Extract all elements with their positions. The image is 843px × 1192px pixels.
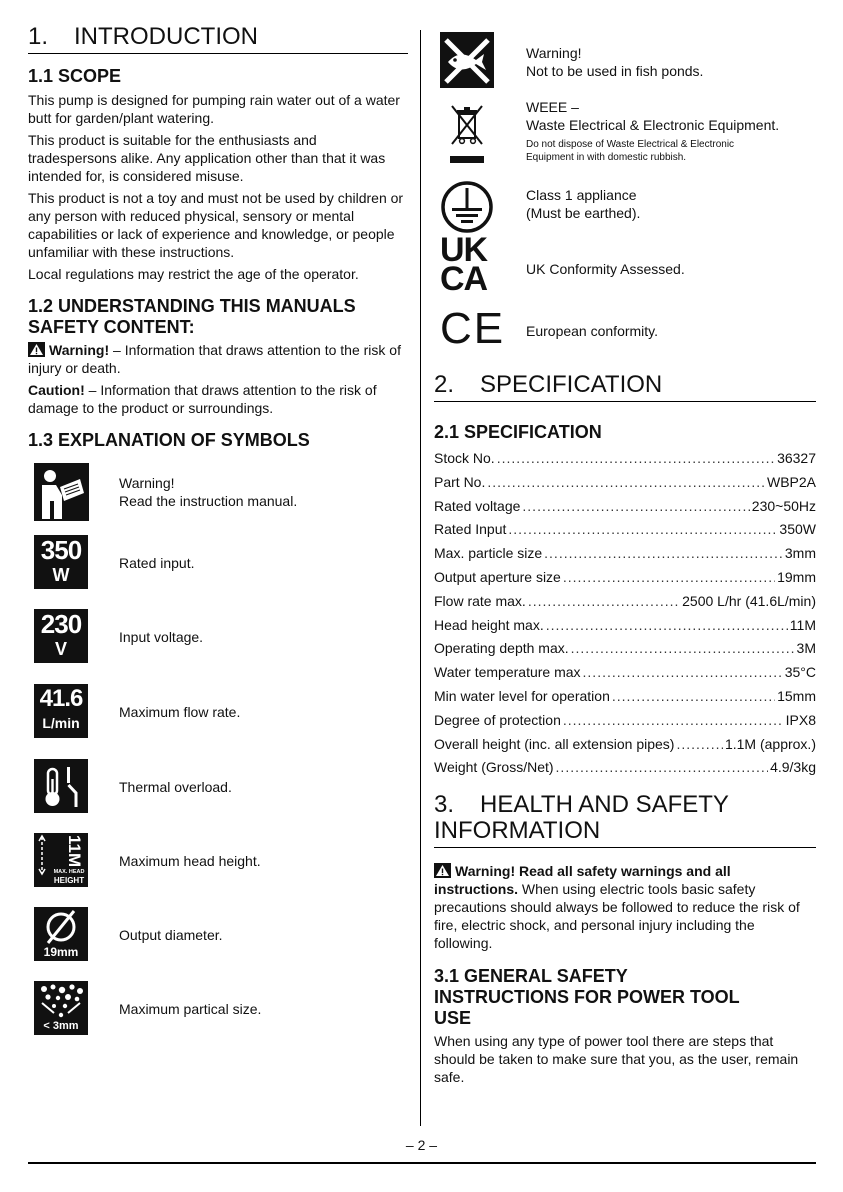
symbol-row — [28, 535, 408, 595]
spec-value: 35°C — [784, 664, 816, 681]
footer-rule — [28, 1162, 816, 1164]
scope-paragraph: This pump is designed for pumping rain water out of a water butt for garden/plant watering. — [28, 92, 400, 126]
scope-heading: 1.1 SCOPE — [28, 66, 122, 86]
spec-value: 4.9/3kg — [770, 759, 816, 776]
earth-class1-icon — [440, 180, 494, 234]
spec-value: 1.1M (approx.) — [724, 735, 816, 752]
warning-bold-text: Warning! Read all safety warnings and all instructions. — [434, 863, 731, 898]
icon-text: CA — [440, 260, 488, 298]
spec-row — [434, 495, 816, 519]
caution-text: – Information that draws attention to the risk of damage to the product or surroundings. — [28, 382, 377, 416]
weee-bin-icon — [440, 104, 494, 166]
spec-label: Max. particle size — [434, 545, 543, 562]
warning-text: When using electric tools basic safety precautions should always be followed to reduce the risk of fire, electric shock, and personal injury including the following. — [434, 881, 800, 952]
spec-value: 350W — [779, 521, 816, 538]
icon-text: L/min — [42, 715, 80, 731]
icon-text: 350 — [40, 535, 82, 565]
symbol-text: Read the instruction manual. — [119, 493, 298, 509]
symbol-description — [526, 44, 703, 80]
read-manual-icon — [34, 463, 89, 521]
symbol-description: Output diameter. — [119, 927, 223, 943]
symbol-row — [28, 609, 408, 669]
icon-text: < 3mm — [43, 1020, 79, 1032]
general-safety-paragraph: When using any type of power tool there are steps that should be taken to make sure that you, as the user, remain safe. — [434, 1033, 799, 1086]
spec-value: 11M — [789, 616, 816, 633]
section-title: INFORMATION — [434, 817, 601, 845]
symbol-row — [28, 463, 408, 523]
spec-label: Part No. — [434, 473, 486, 490]
spec-value: 36327 — [777, 450, 816, 466]
section-number: 1. — [28, 23, 49, 50]
section-title: SPECIFICATION — [480, 371, 663, 398]
icon-text: 19mm — [43, 945, 79, 959]
spec-label: Overall height (inc. all extension pipes) — [434, 735, 675, 752]
rated-input-icon — [34, 535, 88, 589]
scope-paragraph: This product is suitable for the enthusiasts and tradespersons alike. Any application other than that it was intended for, is considered misuse. — [28, 132, 386, 184]
spec-leader-dots — [571, 637, 795, 661]
scope-paragraph: Local regulations may restrict the age of the operator. — [28, 266, 359, 282]
symbol-note: Equipment in with domestic rubbish. — [526, 152, 687, 163]
thermal-overload-icon — [34, 759, 88, 813]
symbol-row — [28, 981, 408, 1041]
heading-line: SAFETY CONTENT: — [28, 317, 195, 337]
spec-value: 230~50Hz — [751, 497, 816, 514]
spec-label: Degree of protection — [434, 711, 561, 728]
spec-leader-dots — [563, 709, 784, 733]
page-number: – 2 – — [405, 1137, 438, 1153]
spec-label: Output aperture size — [434, 568, 561, 585]
spec-label: Flow rate max. — [434, 592, 526, 609]
section-title: INTRODUCTION — [74, 23, 258, 50]
symbol-description: Maximum head height. — [119, 853, 261, 869]
symbol-description: UK Conformity Assessed. — [526, 261, 685, 277]
warning-triangle-icon — [434, 863, 451, 878]
spec-row — [434, 590, 816, 614]
spec-row — [434, 756, 816, 780]
spec-leader-dots — [563, 566, 775, 590]
symbol-text: Warning! — [119, 475, 175, 491]
section-introduction-heading — [28, 24, 408, 54]
icon-text: UK — [440, 231, 488, 269]
symbol-text: Waste Electrical & Electronic Equipment. — [526, 117, 780, 133]
spec-leader-dots — [508, 518, 777, 542]
section-health-safety-heading — [434, 792, 816, 848]
symbols-list — [28, 463, 408, 1063]
symbol-text: Warning! — [526, 45, 582, 61]
spec-value: 19mm — [777, 568, 816, 585]
specification-subheading: 2.1 SPECIFICATION — [434, 422, 602, 442]
general-safety-heading — [434, 966, 816, 1029]
ukca-mark-icon — [440, 231, 494, 298]
spec-label: Weight (Gross/Net) — [434, 759, 554, 776]
safety-content-heading — [28, 296, 408, 338]
symbol-text: (Must be earthed). — [526, 205, 641, 221]
spec-value: 2500 L/hr (41.6L/min) — [682, 592, 816, 609]
symbol-text: Not to be used in fish ponds. — [526, 63, 704, 79]
symbol-description: Input voltage. — [119, 629, 204, 645]
spec-row — [434, 637, 816, 661]
spec-value: IPX8 — [785, 711, 816, 728]
warning-triangle-icon — [28, 342, 45, 357]
symbol-row — [28, 684, 408, 744]
spec-leader-dots — [487, 471, 765, 495]
section-number: 3. — [434, 791, 455, 819]
flow-rate-icon — [34, 684, 88, 738]
spec-value: 3mm — [784, 545, 816, 562]
spec-leader-dots — [612, 685, 775, 709]
spec-leader-dots — [528, 590, 680, 614]
spec-leader-dots — [583, 661, 783, 685]
caution-label: Caution! — [28, 382, 85, 398]
icon-caption — [50, 869, 88, 885]
section-title: HEALTH AND SAFETY — [480, 791, 729, 819]
symbol-text: WEEE – — [526, 99, 579, 115]
spec-leader-dots — [556, 756, 769, 780]
symbol-description — [119, 474, 297, 510]
spec-row — [434, 709, 816, 733]
section-specification-heading — [434, 372, 816, 402]
spec-leader-dots — [522, 495, 749, 519]
spec-row — [434, 471, 816, 495]
symbol-description: Rated input. — [119, 555, 195, 571]
symbol-description — [526, 98, 779, 164]
spec-label: Water temperature max — [434, 664, 581, 681]
left-column — [28, 24, 408, 1063]
spec-row — [434, 614, 816, 638]
spec-row — [434, 733, 816, 757]
spec-value: 3M — [796, 640, 816, 657]
warning-text: – Information that draws attention to the risk of injury or death. — [28, 342, 401, 376]
icon-text: HEIGHT — [53, 876, 85, 885]
warning-label: Warning! — [49, 342, 110, 358]
heading-line: USE — [434, 1008, 472, 1029]
spec-leader-dots — [497, 447, 775, 471]
icon-text: V — [54, 639, 67, 659]
spec-label: Stock No. — [434, 450, 495, 466]
spec-label: Operating depth max. — [434, 640, 569, 657]
heading-line: 3.1 GENERAL SAFETY — [434, 966, 628, 987]
spec-row — [434, 661, 816, 685]
symbol-text: Class 1 appliance — [526, 187, 637, 203]
symbol-description: Maximum partical size. — [119, 1001, 262, 1017]
spec-leader-dots — [676, 733, 722, 757]
spec-label: Rated Input — [434, 521, 507, 538]
symbol-description: European conformity. — [526, 323, 659, 339]
spec-row — [434, 685, 816, 709]
symbol-row — [28, 833, 408, 893]
symbol-row — [28, 759, 408, 819]
ce-mark-icon: CE — [440, 304, 506, 353]
icon-text: 41.6 — [39, 685, 83, 712]
health-warning-paragraph — [434, 862, 816, 952]
heading-line: 1.2 UNDERSTANDING THIS MANUALS — [28, 296, 356, 316]
scope-paragraph: This product is not a toy and must not be used by children or any person with reduced physical, sensory or mental capabilities or lack of experience and knowledge, or people unfamiliar with these instructions. — [28, 190, 404, 260]
spec-value: WBP2A — [766, 473, 816, 490]
heading-line: INSTRUCTIONS FOR POWER TOOL — [434, 987, 740, 1008]
symbol-row — [28, 907, 408, 967]
spec-row — [434, 447, 816, 471]
icon-text: MAX. HEAD — [53, 869, 85, 875]
spec-row — [434, 566, 816, 590]
warning-definition — [28, 341, 408, 377]
symbol-description — [526, 186, 640, 222]
icon-text: W — [52, 565, 70, 585]
input-voltage-icon — [34, 609, 88, 663]
spec-label: Rated voltage — [434, 497, 521, 514]
icon-text: 11M — [65, 835, 84, 868]
spec-value: 15mm — [777, 687, 816, 704]
symbol-note: Do not dispose of Waste Electrical & Electronic — [526, 139, 735, 150]
spec-label: Min water level for operation — [434, 687, 610, 704]
spec-leader-dots — [546, 614, 788, 638]
specification-list — [434, 447, 816, 780]
spec-row — [434, 518, 816, 542]
spec-row — [434, 542, 816, 566]
section-number: 2. — [434, 371, 455, 398]
spec-label: Head height max. — [434, 616, 544, 633]
symbols-heading: 1.3 EXPLANATION OF SYMBOLS — [28, 430, 310, 450]
column-divider — [420, 30, 421, 1126]
icon-text: 230 — [40, 609, 82, 639]
symbol-description: Maximum flow rate. — [119, 704, 241, 720]
symbols-list-continued — [434, 30, 816, 353]
no-fish-ponds-icon — [440, 32, 494, 88]
spec-leader-dots — [544, 542, 783, 566]
caution-definition — [28, 381, 408, 417]
right-column — [434, 30, 816, 1086]
symbol-description: Thermal overload. — [119, 779, 232, 795]
